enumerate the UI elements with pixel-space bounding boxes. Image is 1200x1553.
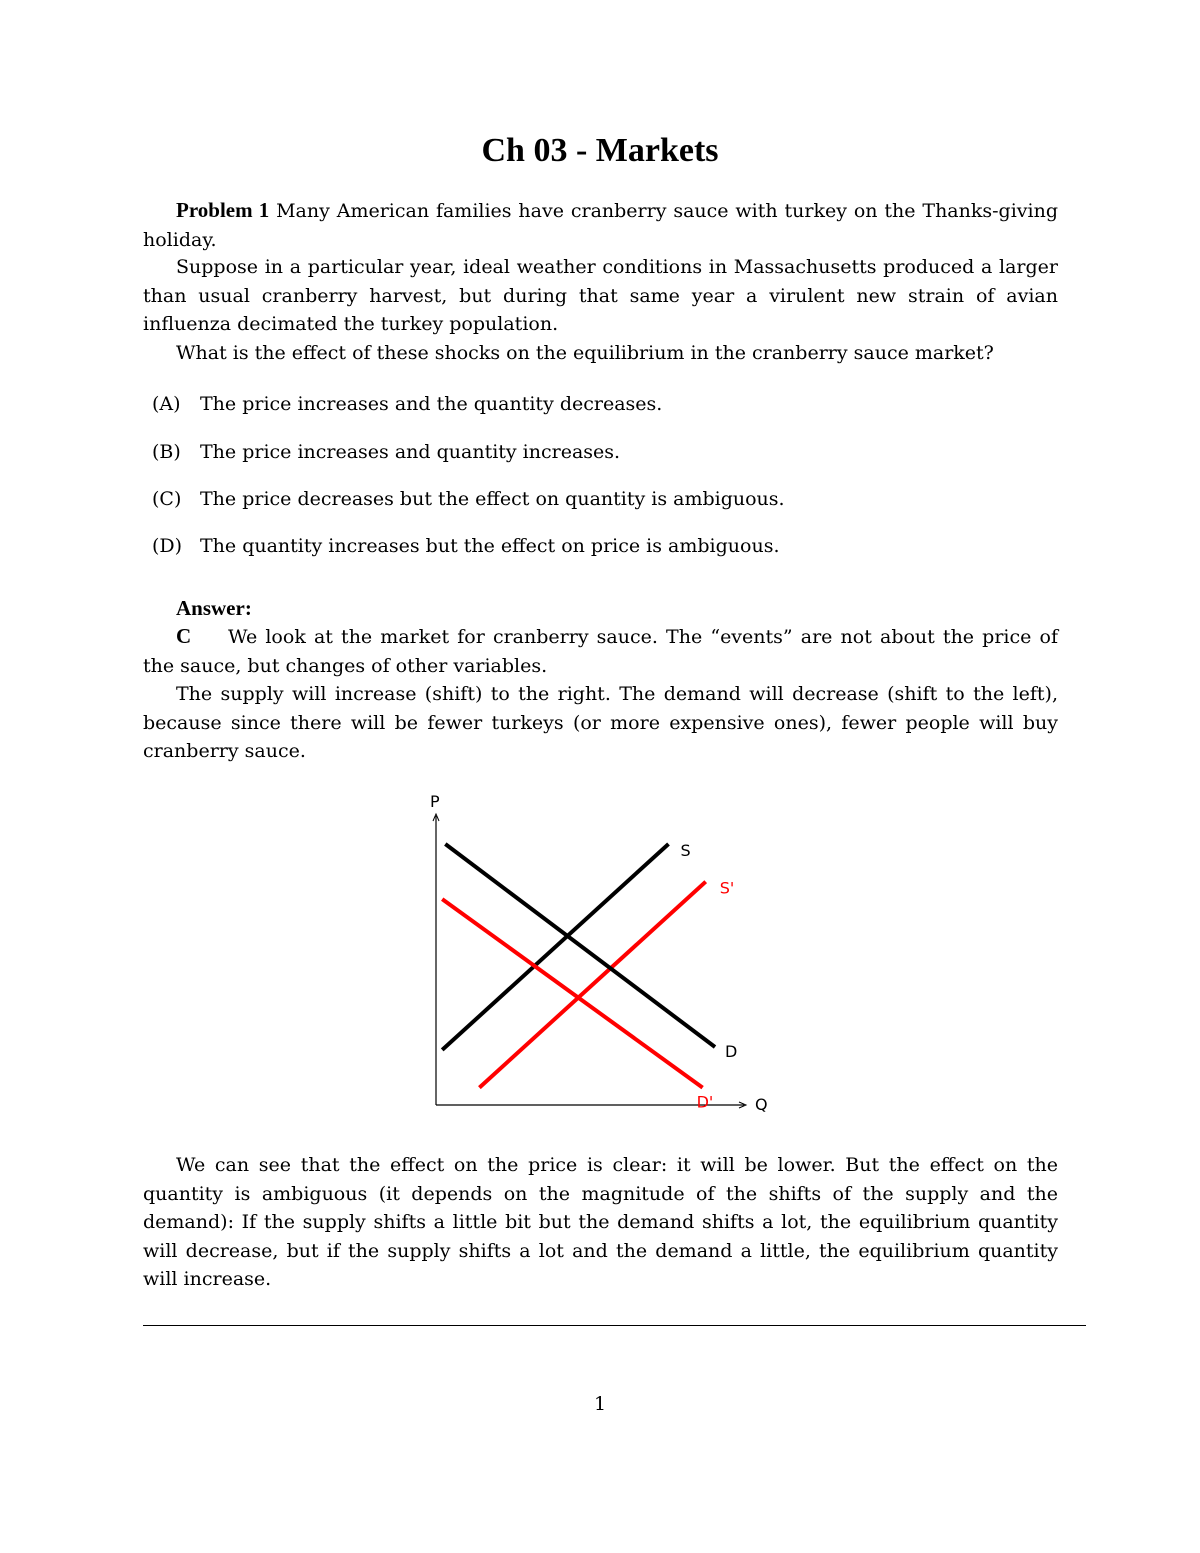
curve-d: [445, 844, 715, 1047]
problem-label: Problem 1: [176, 198, 270, 222]
label-s-prime: S': [719, 878, 735, 898]
option-label: (A): [152, 393, 181, 415]
option-text: The price decreases but the effect on quantity is ambiguous.: [200, 488, 785, 510]
problem-intro-text: Many American families have cranberry sauce with turkey on the Thanks-giving holiday.: [143, 200, 1058, 251]
option-text: The quantity increases but the effect on price is ambiguous.: [200, 535, 780, 557]
answer-text-1: [143, 622, 1058, 680]
option-text: The price increases and the quantity decreases.: [200, 393, 663, 415]
option-b: [152, 438, 620, 466]
answer-body-1: We look at the market for cranberry sauce. The “events” are not about the price of the sauce, but changes of other variables.: [143, 626, 1058, 677]
option-text: The price increases and quantity increases.: [200, 441, 621, 463]
conclusion: We can see that the effect on the price is clear: it will be lower. But the effect on the quantity is ambiguous (it depends on the magnitude of the shifts of the supply and the demand): If the supply shifts a little bit but the demand shifts a lot, the equilibrium quantity will decrease, but if the supply shifts a lot and the demand a little, the equilibrium quantity will increase.: [143, 1154, 1058, 1290]
option-d: [152, 532, 779, 560]
option-a: [152, 390, 662, 418]
y-axis-label: P: [430, 792, 440, 811]
answer-heading-text: Answer:: [176, 596, 252, 620]
footer-rule: [143, 1325, 1086, 1326]
label-s: S: [680, 841, 691, 860]
option-label: (C): [152, 488, 182, 510]
problem-question: What is the effect of these shocks on the equilibrium in the cranberry sauce market?: [176, 342, 994, 364]
option-label: (B): [152, 441, 181, 463]
curve-d-prime: [442, 899, 702, 1088]
supply-demand-chart: [400, 780, 800, 1120]
label-d: D: [725, 1042, 738, 1061]
option-label: (D): [152, 535, 183, 557]
answer-letter: C: [176, 624, 192, 648]
answer-heading: [143, 594, 1058, 624]
option-c: [152, 485, 785, 513]
page-title: Ch 03 - Markets: [481, 132, 719, 169]
x-axis-label: Q: [755, 1095, 768, 1114]
page-number: 1: [593, 1393, 607, 1415]
label-d-prime: D': [696, 1092, 714, 1112]
problem-intro: [143, 196, 1058, 254]
problem-scenario: Suppose in a particular year, ideal weather conditions in Massachusetts produced a larger than usual cranberry harvest, but during that same year a virulent new strain of avian influenza decimated the turkey population.: [143, 256, 1058, 335]
answer-text-2: The supply will increase (shift) to the right. The demand will decrease (shift to the left), because since there will be fewer turkeys (or more expensive ones), fewer people will buy cranberry sauce.: [143, 683, 1058, 762]
